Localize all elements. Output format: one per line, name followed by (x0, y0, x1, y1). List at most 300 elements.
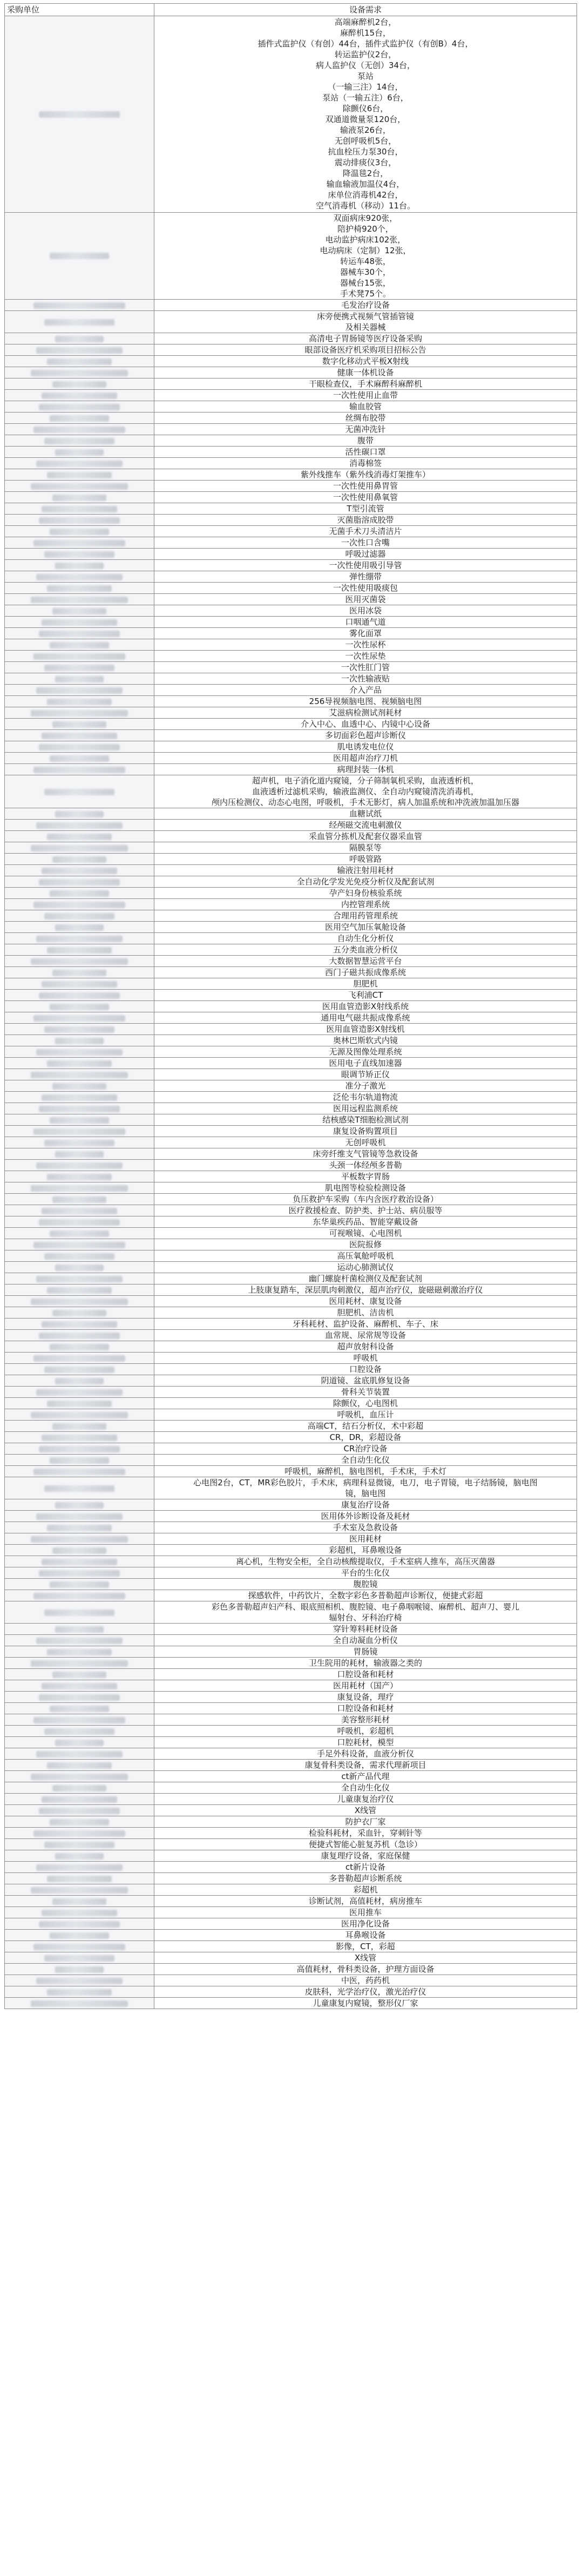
redacted-unit-name (39, 1921, 120, 1928)
unit-cell (5, 1137, 154, 1148)
equipment-cell: 胆肥机、洁齿机 (154, 1307, 577, 1319)
equipment-cell: 耳鼻喉设备 (154, 1930, 577, 1941)
equipment-cell (154, 775, 577, 808)
procurement-table (4, 3, 577, 2009)
equipment-line: 插件式监护仪（有创）44台，插件式监护仪（有创B）4台， (257, 39, 473, 49)
equipment-line: 转运车48张， (340, 256, 391, 266)
redacted-unit-name (47, 834, 112, 840)
table-row (5, 1001, 577, 1012)
unit-cell (5, 1658, 154, 1669)
equipment-line: 辐射台、牙科治疗椅 (329, 1613, 402, 1623)
redacted-unit-name (55, 1151, 104, 1158)
unit-cell (5, 1058, 154, 1069)
table-row (5, 583, 577, 594)
table-row (5, 1964, 577, 1975)
equipment-cell: 自动生化分析仪 (154, 933, 577, 944)
table-row (5, 1012, 577, 1024)
equipment-line: 超声机，电子消化道内窥镜，分子筛制氧机采购，血液透析机， (252, 776, 479, 786)
unit-cell (5, 1443, 154, 1455)
table-row (5, 888, 577, 899)
table-row (5, 1375, 577, 1387)
equipment-cell: 穿针筹料耗材设备 (154, 1624, 577, 1635)
equipment-cell: 中医，药药机 (154, 1975, 577, 1986)
equipment-cell: 256导视频脑电图、视频脑电图 (154, 696, 577, 707)
table-row (5, 876, 577, 888)
redacted-unit-name (31, 958, 128, 965)
unit-cell (5, 1171, 154, 1182)
equipment-cell: 一次性使用鼻胃管 (154, 481, 577, 492)
unit-cell (5, 1873, 154, 1884)
table-row (5, 594, 577, 605)
unit-cell (5, 764, 154, 775)
unit-cell (5, 719, 154, 730)
equipment-line: 空气消毒机（移动）11台。 (315, 201, 416, 211)
equipment-line: 彩色多普勒超声妇产科、眼底照相机、腹腔镜、电子鼻咽喉镜、麻醉机、超声刀、婴儿 (211, 1602, 519, 1612)
redacted-unit-name (42, 1094, 117, 1101)
equipment-cell: 紫外线推车（紫外线消毒灯架推车） (154, 469, 577, 481)
redacted-unit-name (42, 981, 117, 988)
unit-cell (5, 367, 154, 378)
equipment-cell: 胃肠镜 (154, 1646, 577, 1658)
redacted-unit-name (31, 597, 128, 603)
redacted-unit-name (36, 1049, 123, 1056)
equipment-cell: 头颈一体经颅多普勒 (154, 1160, 577, 1171)
redacted-unit-name (52, 1083, 106, 1090)
redacted-unit-name (52, 1310, 106, 1316)
equipment-line: 抗血栓压力泵30台， (328, 147, 403, 157)
equipment-cell: 呼吸机，麻醉机，脑电图机，手术床，手术灯 (154, 1466, 577, 1477)
table-row (5, 1658, 577, 1669)
table-row (5, 910, 577, 922)
equipment-line: 陪护椅920个， (337, 224, 394, 234)
equipment-cell: 高端CT，结石分析仪，术中彩超 (154, 1421, 577, 1432)
unit-cell (5, 1794, 154, 1805)
unit-cell (5, 1884, 154, 1896)
table-row (5, 1782, 577, 1794)
equipment-line: 双面病床920张， (333, 213, 398, 223)
unit-cell (5, 1907, 154, 1918)
table-row (5, 1533, 577, 1545)
table-row (5, 933, 577, 944)
redacted-unit-name (36, 574, 123, 580)
equipment-cell: 腹带 (154, 435, 577, 447)
equipment-cell: 阴道镜、盆底肌修复设备 (154, 1375, 577, 1387)
unit-cell (5, 662, 154, 673)
table-row (5, 1952, 577, 1964)
unit-cell (5, 333, 154, 344)
redacted-unit-name (42, 619, 117, 626)
equipment-cell: 皮肤科，光学治疗仪，激光治疗仪 (154, 1986, 577, 1998)
equipment-cell: 儿童康复内窥镜，整形仪厂家 (154, 1998, 577, 2009)
equipment-cell: 血糖试纸 (154, 808, 577, 820)
unit-cell (5, 1941, 154, 1952)
redacted-unit-name (52, 721, 106, 728)
table-row (5, 990, 577, 1001)
equipment-cell: 干眼检查仪，手术麻醉科麻醉机 (154, 378, 577, 390)
table-row (5, 628, 577, 639)
table-row (5, 1148, 577, 1160)
equipment-cell: 医院报修 (154, 1239, 577, 1250)
table-row (5, 1058, 577, 1069)
table-row (5, 764, 577, 775)
table-row (5, 1296, 577, 1307)
table-row (5, 944, 577, 956)
table-row (5, 1975, 577, 1986)
table-row (5, 1353, 577, 1364)
equipment-cell: 医疗救援检查、防护类、护士站、病员服等 (154, 1205, 577, 1216)
equipment-cell: 全自动凝血分析仪 (154, 1635, 577, 1646)
redacted-unit-name (39, 1694, 120, 1701)
redacted-unit-name (44, 913, 114, 919)
equipment-line: 电动病床（定制）12张， (320, 245, 411, 255)
redacted-unit-name (42, 1910, 117, 1916)
equipment-cell: 医用空气加压氧舱设备 (154, 922, 577, 933)
equipment-cell: 医用远程监测系统 (154, 1103, 577, 1114)
unit-cell (5, 1590, 154, 1601)
table-row (5, 1182, 577, 1194)
equipment-cell: 医用耗材、康复设备 (154, 1296, 577, 1307)
equipment-cell: 通用电气磁共振成像系统 (154, 1012, 577, 1024)
table-row (5, 1567, 577, 1579)
table-row (5, 775, 577, 808)
table-row (5, 515, 577, 526)
redacted-unit-name (52, 1898, 106, 1905)
equipment-cell: 影像，CT，彩超 (154, 1941, 577, 1952)
unit-cell (5, 933, 154, 944)
table-row (5, 401, 577, 413)
table-row (5, 741, 577, 753)
unit-cell (5, 944, 154, 956)
equipment-cell: 一次性使用止血带 (154, 390, 577, 401)
redacted-unit-name (36, 1513, 123, 1520)
procurement-sheet (4, 3, 577, 2009)
redacted-unit-name (33, 902, 125, 908)
redacted-unit-name (47, 472, 112, 478)
equipment-cell: CR，DR，彩超设备 (154, 1432, 577, 1443)
unit-cell (5, 730, 154, 741)
table-row (5, 424, 577, 435)
table-row (5, 1228, 577, 1239)
equipment-cell: 医用灭菌袋 (154, 594, 577, 605)
unit-cell (5, 1771, 154, 1782)
unit-cell (5, 808, 154, 820)
equipment-cell: ct新片设备 (154, 1862, 577, 1873)
equipment-line: 麻醉机15台， (340, 28, 391, 38)
unit-cell (5, 617, 154, 628)
equipment-cell: 康复设备，理疗 (154, 1692, 577, 1703)
unit-cell (5, 910, 154, 922)
equipment-cell: 呼吸管路 (154, 854, 577, 865)
redacted-unit-name (36, 1864, 123, 1871)
equipment-cell: 奥林巴斯软式内镜 (154, 1035, 577, 1046)
equipment-line: 器械车30个， (340, 267, 391, 277)
redacted-unit-name (47, 1174, 112, 1180)
table-row (5, 753, 577, 764)
unit-cell (5, 390, 154, 401)
unit-cell (5, 1466, 154, 1477)
table-row (5, 469, 577, 481)
equipment-cell: X线管 (154, 1952, 577, 1964)
unit-cell (5, 775, 154, 808)
unit-cell (5, 571, 154, 583)
equipment-cell: 无菌手术刀头清洁片 (154, 526, 577, 537)
table-row (5, 673, 577, 685)
unit-cell (5, 583, 154, 594)
equipment-cell: 彩超机 (154, 1884, 577, 1896)
table-row (5, 367, 577, 378)
redacted-unit-name (42, 733, 117, 739)
equipment-line: 颅内压检测仪、动态心电图，呼吸机，手术无影灯，病人加温系统和冲洗液加温加压器 (211, 797, 519, 808)
equipment-line: 镜，脑电图 (345, 1489, 386, 1499)
equipment-cell: 康复治疗设备 (154, 1499, 577, 1511)
redacted-unit-name (55, 1626, 104, 1633)
unit-cell (5, 1545, 154, 1556)
table-row (5, 1941, 577, 1952)
table-row (5, 1873, 577, 1884)
redacted-unit-name (33, 1015, 125, 1022)
redacted-unit-name (44, 1842, 114, 1848)
redacted-unit-name (31, 1774, 128, 1780)
equipment-cell (154, 311, 577, 333)
unit-cell (5, 1284, 154, 1296)
equipment-cell: 经颅磁交流电刺激仪 (154, 820, 577, 831)
equipment-line: 输血输液加温仪4台， (326, 179, 405, 190)
table-row (5, 1364, 577, 1375)
unit-cell (5, 1839, 154, 1850)
table-row (5, 537, 577, 549)
equipment-cell: 手术室及急救设备 (154, 1522, 577, 1533)
equipment-cell: 丝绸布胶带 (154, 413, 577, 424)
equipment-cell: 无菌冲洗针 (154, 424, 577, 435)
equipment-cell: 大数据智慧运营平台 (154, 956, 577, 967)
header-row (5, 4, 577, 16)
equipment-cell: 肌电诱发电位仪 (154, 741, 577, 753)
table-row (5, 333, 577, 344)
table-row (5, 617, 577, 628)
table-row (5, 1092, 577, 1103)
table-row (5, 1511, 577, 1522)
redacted-unit-name (52, 495, 106, 501)
table-row (5, 1918, 577, 1930)
table-row (5, 1273, 577, 1284)
equipment-cell: 医用冰袋 (154, 605, 577, 617)
unit-cell (5, 594, 154, 605)
redacted-unit-name (36, 1978, 123, 1984)
unit-cell (5, 1409, 154, 1421)
table-row (5, 1171, 577, 1182)
redacted-unit-name (44, 789, 114, 795)
table-row (5, 662, 577, 673)
table-row (5, 1646, 577, 1658)
table-row (5, 1421, 577, 1432)
redacted-unit-name (55, 1378, 104, 1384)
equipment-line: 器械台15张， (340, 278, 391, 288)
redacted-unit-name (36, 822, 123, 829)
equipment-cell: 医用血管造影X射线系统 (154, 1001, 577, 1012)
equipment-cell: CR治疗设备 (154, 1443, 577, 1455)
unit-cell (5, 1850, 154, 1862)
redacted-unit-name (55, 1966, 104, 1973)
table-row (5, 1160, 577, 1171)
unit-cell (5, 1646, 154, 1658)
redacted-unit-name (39, 517, 120, 524)
unit-cell (5, 1126, 154, 1137)
redacted-unit-name (47, 1989, 112, 1996)
redacted-unit-name (42, 1321, 117, 1328)
unit-cell (5, 401, 154, 413)
redacted-unit-name (42, 1208, 117, 1214)
unit-cell (5, 1307, 154, 1319)
table-row (5, 1398, 577, 1409)
redacted-unit-name (42, 506, 117, 512)
table-row (5, 1828, 577, 1839)
unit-cell (5, 1273, 154, 1284)
equipment-cell: 多切面彩色超声诊断仪 (154, 730, 577, 741)
table-row (5, 808, 577, 820)
redacted-unit-name (33, 302, 125, 309)
equipment-cell: 一次性使用吸痰包 (154, 583, 577, 594)
table-row (5, 1455, 577, 1466)
equipment-cell: 一次性尿杯 (154, 639, 577, 651)
redacted-unit-name (55, 449, 104, 456)
redacted-unit-name (52, 608, 106, 614)
redacted-unit-name (44, 1140, 114, 1146)
unit-cell (5, 1975, 154, 1986)
unit-cell (5, 1421, 154, 1432)
redacted-unit-name (31, 1660, 128, 1667)
table-row (5, 1103, 577, 1114)
redacted-unit-name (47, 1401, 112, 1407)
equipment-cell: 幽门螺旋杆菌检测仪及配套试剂 (154, 1273, 577, 1284)
redacted-unit-name (50, 1932, 109, 1939)
equipment-cell: 高值耗材，骨科类设备，护理方面设备 (154, 1964, 577, 1975)
unit-cell (5, 344, 154, 356)
redacted-unit-name (52, 1423, 106, 1430)
table-row (5, 492, 577, 503)
redacted-unit-name (36, 1276, 123, 1282)
table-row (5, 1556, 577, 1567)
redacted-unit-name (39, 879, 120, 885)
unit-cell (5, 481, 154, 492)
equipment-cell: 高压氧舱呼吸机 (154, 1250, 577, 1262)
unit-cell (5, 560, 154, 571)
unit-cell (5, 1760, 154, 1771)
redacted-unit-name (39, 1808, 120, 1814)
unit-cell (5, 1714, 154, 1726)
unit-cell (5, 696, 154, 707)
equipment-cell: 灭菌脂溶成胶带 (154, 515, 577, 526)
unit-cell (5, 1160, 154, 1171)
table-row (5, 820, 577, 831)
redacted-unit-name (33, 1944, 125, 1950)
unit-cell (5, 1216, 154, 1228)
unit-cell (5, 435, 154, 447)
table-row (5, 639, 577, 651)
table-row (5, 1624, 577, 1635)
equipment-cell: 内控管理系统 (154, 899, 577, 910)
table-row (5, 1080, 577, 1092)
unit-cell (5, 1533, 154, 1545)
redacted-unit-name (31, 2000, 128, 2007)
redacted-unit-name (31, 1412, 128, 1418)
table-row (5, 1126, 577, 1137)
equipment-cell: 消毒棉签 (154, 458, 577, 469)
equipment-line: 泵站 (357, 71, 374, 82)
redacted-unit-name (39, 404, 120, 410)
table-row (5, 1805, 577, 1816)
unit-cell (5, 311, 154, 333)
equipment-cell: 牙科耗材、监护设备、麻醉机、车子、床 (154, 1319, 577, 1330)
redacted-unit-name (50, 755, 109, 762)
equipment-cell: 呼吸机，彩超机 (154, 1726, 577, 1737)
equipment-line: 及相关器械 (345, 322, 386, 333)
unit-cell (5, 1952, 154, 1964)
redacted-unit-name (55, 1740, 104, 1746)
redacted-unit-name (47, 1876, 112, 1882)
equipment-line: 无创呼吸机5台， (334, 136, 397, 146)
equipment-cell: 医用耗材（国产） (154, 1680, 577, 1692)
unit-cell (5, 1601, 154, 1624)
unit-cell (5, 1748, 154, 1760)
unit-cell (5, 1669, 154, 1680)
redacted-unit-name (55, 676, 104, 682)
equipment-cell: 一次性使用鼻氧管 (154, 492, 577, 503)
unit-cell (5, 1556, 154, 1567)
redacted-unit-name (33, 1593, 125, 1599)
table-row (5, 1714, 577, 1726)
equipment-cell: 飞利浦CT (154, 990, 577, 1001)
redacted-unit-name (33, 1128, 125, 1135)
equipment-cell: 平台的生化仪 (154, 1567, 577, 1579)
redacted-unit-name (50, 415, 109, 422)
table-row (5, 1216, 577, 1228)
unit-cell (5, 1726, 154, 1737)
unit-cell (5, 515, 154, 526)
equipment-cell: 一次性使用吸引导管 (154, 560, 577, 571)
redacted-unit-name (36, 347, 123, 354)
unit-cell (5, 1782, 154, 1794)
table-row (5, 1726, 577, 1737)
equipment-line: 床旁便携式视频气管插管镜 (316, 312, 414, 322)
equipment-cell: 一次性尿垫 (154, 651, 577, 662)
equipment-cell (154, 1477, 577, 1499)
redacted-unit-name (50, 642, 109, 648)
equipment-cell: 超声放射科设备 (154, 1341, 577, 1353)
unit-cell (5, 1353, 154, 1364)
redacted-unit-name (33, 1830, 125, 1837)
unit-cell (5, 469, 154, 481)
unit-cell (5, 1069, 154, 1080)
unit-cell (5, 1012, 154, 1024)
redacted-unit-name (36, 936, 123, 942)
header-equipment: 设备需求 (154, 4, 577, 16)
equipment-line: 双通道微量泵120台， (325, 114, 406, 125)
table-row (5, 1748, 577, 1760)
redacted-unit-name (36, 1389, 123, 1396)
equipment-cell: 输血胶管 (154, 401, 577, 413)
equipment-cell: 医用血管造影X射线机 (154, 1024, 577, 1035)
equipment-cell: 医用体外诊断设备及耗材 (154, 1511, 577, 1522)
unit-cell (5, 413, 154, 424)
table-row (5, 967, 577, 978)
table-row (5, 344, 577, 356)
equipment-cell: ct新产品代理 (154, 1771, 577, 1782)
table-row (5, 719, 577, 730)
table-row (5, 1250, 577, 1262)
equipment-cell: 采血管分拣机及配套仪器采血管 (154, 831, 577, 842)
unit-cell (5, 537, 154, 549)
redacted-unit-name (39, 631, 120, 637)
